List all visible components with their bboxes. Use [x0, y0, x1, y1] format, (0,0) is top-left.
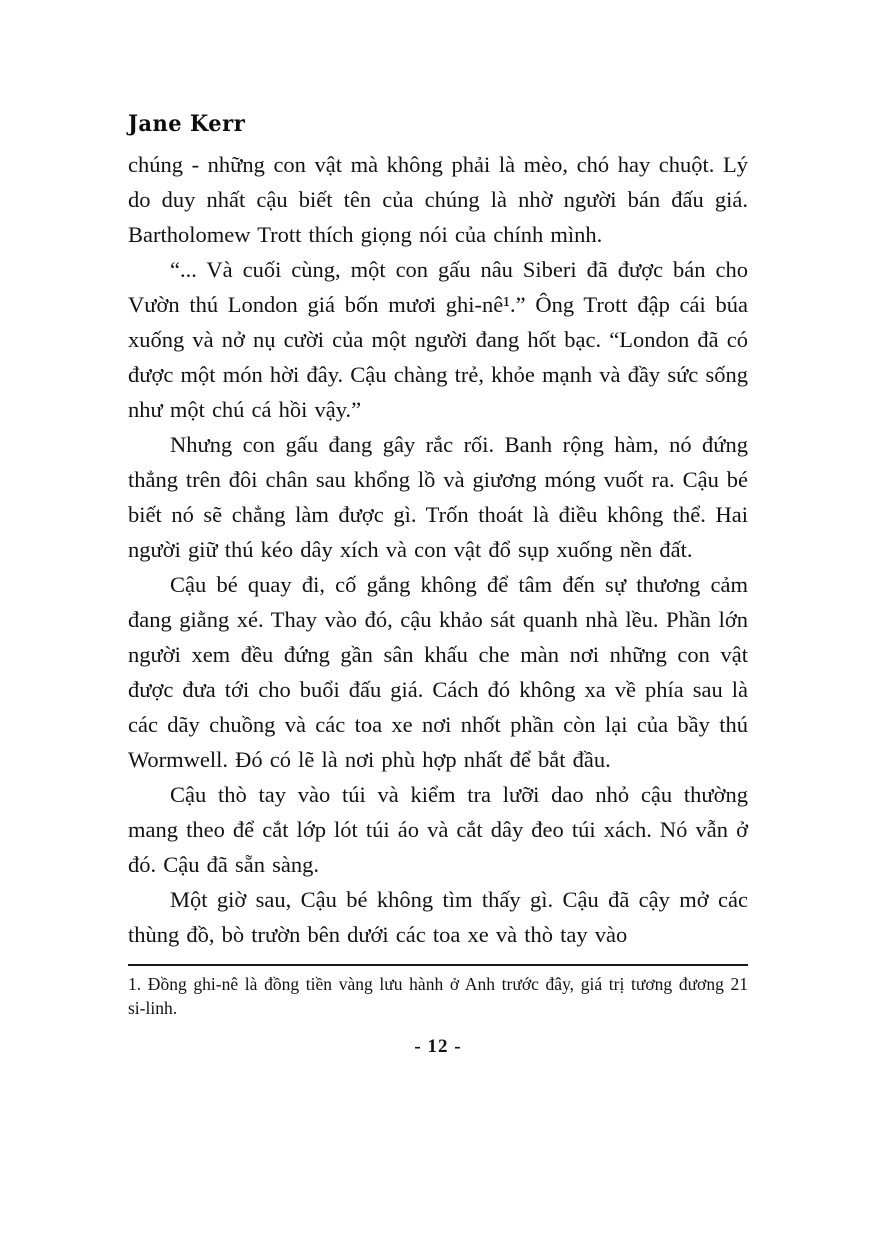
running-header-author: Jane Kerr [128, 110, 246, 137]
page-content [128, 110, 748, 1058]
paragraph: Cậu thò tay vào túi và kiểm tra lưỡi dao nhỏ cậu thường mang theo để cắt lớp lót túi áo và cắt dây đeo túi xách. Nó vẫn ở đó. Cậu đã sẵn sàng. [128, 782, 748, 877]
page-number: - 12 - [414, 1036, 462, 1057]
paragraph: chúng - những con vật mà không phải là mèo, chó hay chuột. Lý do duy nhất cậu biết tên của chúng là nhờ người bán đấu giá. Bartholomew Trott thích giọng nói của chính mình. [128, 152, 748, 247]
paragraph: “... Và cuối cùng, một con gấu nâu Siberi đã được bán cho Vườn thú London giá bốn mươi ghi-nê¹.” Ông Trott đập cái búa xuống và nở nụ cười của một người đang hốt bạc. “London đã có được một món hời đây. Cậu chàng trẻ, khỏe mạnh và đầy sức sống như một chú cá hồi vậy.” [128, 257, 748, 422]
paragraph: Một giờ sau, Cậu bé không tìm thấy gì. Cậu đã cậy mở các thùng đồ, bò trườn bên dưới các toa xe và thò tay vào [128, 887, 748, 947]
paragraph: Nhưng con gấu đang gây rắc rối. Banh rộng hàm, nó đứng thẳng trên đôi chân sau khổng lồ và giương móng vuốt ra. Cậu bé biết nó sẽ chẳng làm được gì. Trốn thoát là điều không thể. Hai người giữ thú kéo dây xích và con vật đổ sụp xuống nền đất. [128, 432, 748, 562]
paragraph: Cậu bé quay đi, cố gắng không để tâm đến sự thương cảm đang giằng xé. Thay vào đó, cậu khảo sát quanh nhà lều. Phần lớn người xem đều đứng gần sân khấu che màn nơi những con vật được đưa tới cho buổi đấu giá. Cách đó không xa về phía sau là các dãy chuồng và các toa xe nơi nhốt phần còn lại của bầy thú Wormwell. Đó có lẽ là nơi phù hợp nhất để bắt đầu. [128, 572, 748, 772]
footnote-divider [128, 964, 748, 966]
body-text [128, 147, 748, 952]
footnote: 1. Đồng ghi-nê là đồng tiền vàng lưu hành ở Anh trước đây, giá trị tương đương 21 si-linh. [128, 974, 748, 1018]
